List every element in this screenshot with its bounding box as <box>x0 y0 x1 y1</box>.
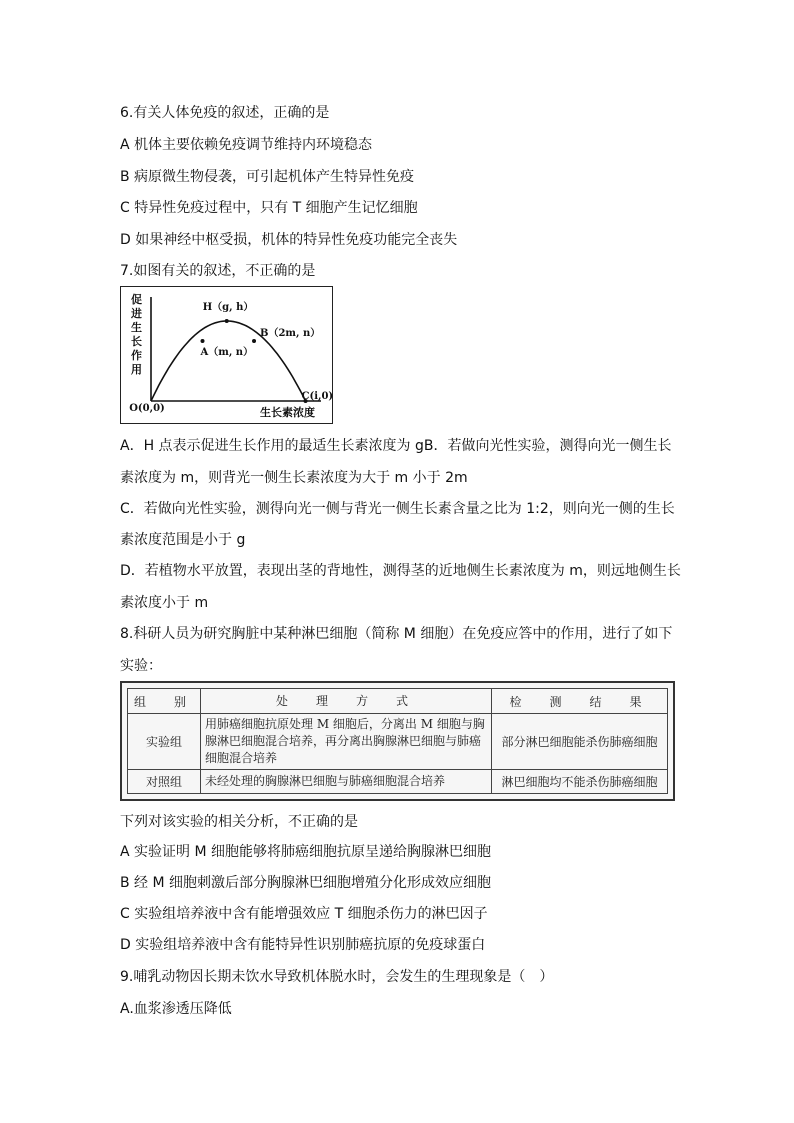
table-row <box>128 714 668 770</box>
point-label: O(0,0) <box>129 403 165 414</box>
y-axis-label-char: 生 <box>131 321 142 334</box>
q8-stem-line2: 实验： <box>120 658 162 674</box>
table-header-row <box>128 689 668 714</box>
header-result: 检 测 结 果 <box>492 689 668 714</box>
auxin-graph-svg <box>121 287 334 425</box>
q8-option-a: A 实验证明 M 细胞能够将肺癌细胞抗原呈递给胸腺淋巴细胞 <box>120 844 492 860</box>
y-axis-label-char: 进 <box>131 307 142 320</box>
q6-option-d: D 如果神经中枢受损，机体的特异性免疫功能完全丧失 <box>120 232 458 248</box>
header-group: 组 别 <box>128 689 201 714</box>
q7-option-a-line2: 素浓度为 m，则背光一侧生长素浓度为大于 m 小于 2m <box>120 470 468 486</box>
q7-option-c-line1: C．若做向光性实验，测得向光一侧与背光一侧生长素含量之比为 1:2，则向光一侧的生长 <box>120 501 675 517</box>
row-result: 淋巴细胞均不能杀伤肺癌细胞 <box>492 770 668 794</box>
y-axis-label-char: 作 <box>131 349 142 362</box>
table-row <box>128 770 668 794</box>
point-label: A（m, n） <box>200 347 254 358</box>
point-label: C(i,0) <box>301 391 334 402</box>
q7-stem: 7.如图有关的叙述，不正确的是 <box>120 263 316 279</box>
header-treatment: 处 理 方 式 <box>201 689 492 714</box>
x-axis-label: 生长素浓度 <box>260 406 315 419</box>
q6-stem: 6.有关人体免疫的叙述，正确的是 <box>120 105 330 121</box>
q6-option-b: B 病原微生物侵袭，可引起机体产生特异性免疫 <box>120 169 415 185</box>
row-treatment: 用肺癌细胞抗原处理 M 细胞后，分离出 M 细胞与胸腺淋巴细胞混合培养，再分离出胸腺淋巴细胞与肺癌细胞混合培养 <box>201 714 492 770</box>
q7-option-c-line2: 素浓度范围是小于 g <box>120 532 246 548</box>
row-group: 实验组 <box>128 714 201 770</box>
q8-stem-line1: 8.科研人员为研究胸脏中某种淋巴细胞（简称 M 细胞）在免疫应答中的作用，进行了如下 <box>120 626 673 642</box>
q8-option-d: D 实验组培养液中含有能特异性识别肺癌抗原的免疫球蛋白 <box>120 937 486 953</box>
y-axis-label-char: 长 <box>131 335 142 348</box>
q8-option-b: B 经 M 细胞刺激后部分胸腺淋巴细胞增殖分化形成效应细胞 <box>120 875 492 891</box>
q7-option-d-line2: 素浓度小于 m <box>120 595 209 611</box>
q9-option-a: A.血浆渗透压降低 <box>120 1001 232 1017</box>
q7-option-d-line1: D．若植物水平放置，表现出茎的背地性，测得茎的近地侧生长素浓度为 m，则远地侧生长 <box>120 563 681 579</box>
q8-question: 下列对该实验的相关分析，不正确的是 <box>120 814 358 830</box>
q7-option-a-line1: A．H 点表示促进生长作用的最适生长素浓度为 gB．若做向光性实验，测得向光一侧生长 <box>120 438 672 454</box>
y-axis-label-char: 促 <box>131 293 142 306</box>
y-axis-label-char: 用 <box>131 363 142 376</box>
point-marker <box>225 319 229 323</box>
point-marker <box>201 339 205 343</box>
row-group: 对照组 <box>128 770 201 794</box>
row-result: 部分淋巴细胞能杀伤肺癌细胞 <box>492 714 668 770</box>
point-label: B（2m, n） <box>260 328 321 339</box>
q6-option-a: A 机体主要依赖免疫调节维持内环境稳态 <box>120 137 373 153</box>
experiment-table-frame <box>120 681 675 801</box>
point-label: H（g, h） <box>202 302 254 313</box>
row-treatment: 未经处理的胸腺淋巴细胞与肺癌细胞混合培养 <box>201 770 492 794</box>
experiment-table <box>127 688 668 794</box>
q6-option-c: C 特异性免疫过程中，只有 T 细胞产生记忆细胞 <box>120 200 418 216</box>
q9-stem: 9.哺乳动物因长期未饮水导致机体脱水时，会发生的生理现象是（ ） <box>120 969 554 985</box>
auxin-graph <box>120 286 333 424</box>
q8-option-c: C 实验组培养液中含有能增强效应 T 细胞杀伤力的淋巴因子 <box>120 906 488 922</box>
point-marker <box>252 339 256 343</box>
